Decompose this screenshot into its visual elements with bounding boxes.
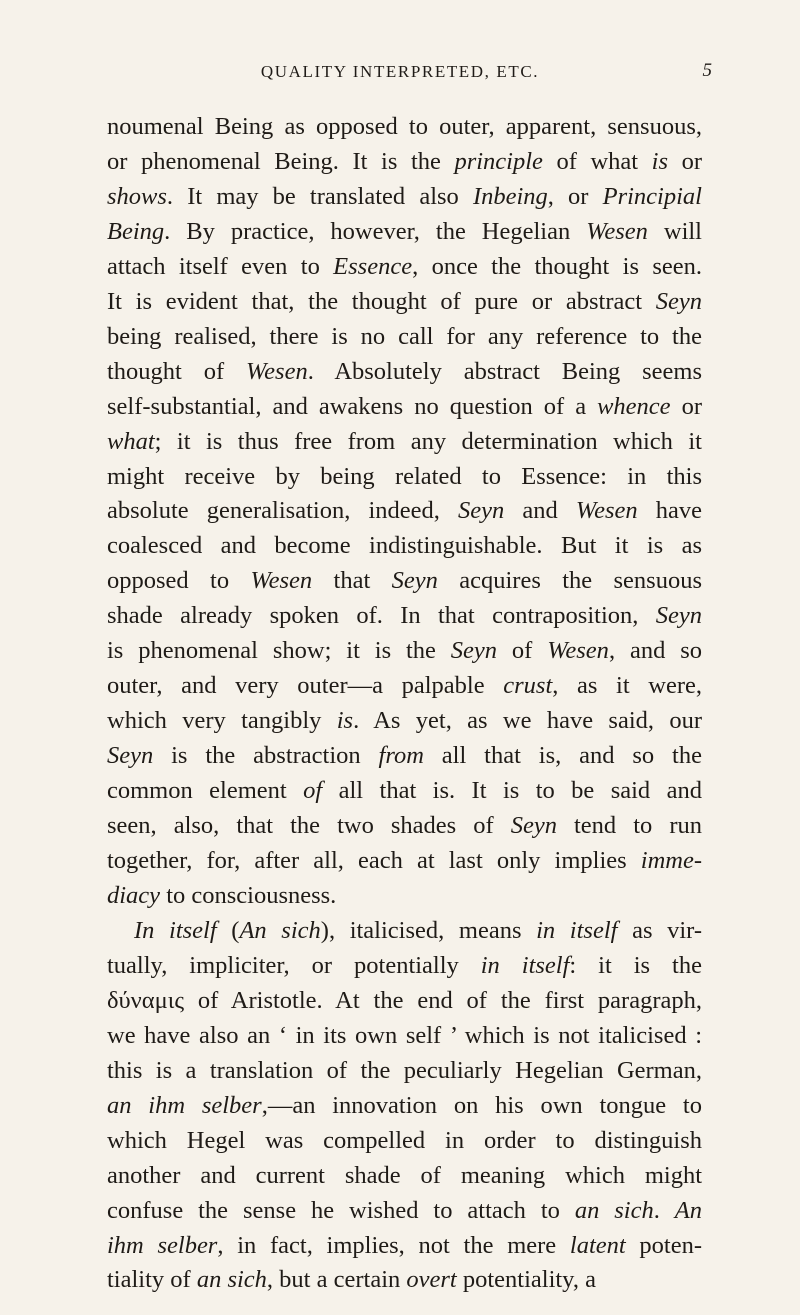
text-line <box>107 250 702 285</box>
text-run: to consciousness. <box>160 881 337 909</box>
text-run: tiality of <box>107 1266 197 1294</box>
italic-text: an sich <box>196 1266 267 1294</box>
text-run: potentiality, a <box>456 1266 596 1294</box>
text-line <box>107 355 702 390</box>
italic-text: Seyn <box>655 602 702 630</box>
text-run: ; it is thus free from any determination which it <box>154 427 702 455</box>
text-line <box>107 1124 702 1159</box>
text-line <box>107 215 702 250</box>
italic-text: Inbeing <box>472 182 548 210</box>
text-run: of what <box>542 147 652 175</box>
text-line <box>107 949 702 984</box>
text-run: : it is the <box>569 951 702 979</box>
text-run: being realised, there is no call for any reference to the <box>107 322 702 350</box>
text-line <box>107 1019 702 1054</box>
text-line <box>107 1054 702 1089</box>
text-run: all that is. It is to be said and <box>322 777 702 805</box>
italic-text: what <box>107 427 155 455</box>
italic-text: Wesen <box>250 567 313 595</box>
text-run: attach itself even to <box>107 252 334 280</box>
text-line <box>107 1159 702 1194</box>
page-header <box>90 58 710 88</box>
text-line <box>107 564 702 599</box>
text-run: will <box>647 217 702 245</box>
italic-text: ihm selber <box>107 1231 218 1259</box>
italic-text: Seyn <box>655 287 702 315</box>
italic-text: Wesen <box>246 357 308 385</box>
italic-text: latent <box>569 1231 626 1259</box>
text-run: ,—an innovation on his own tongue to <box>261 1091 702 1119</box>
italic-text: Wesen <box>586 217 648 245</box>
text-run: that <box>312 567 392 595</box>
text-line <box>107 1229 702 1264</box>
italic-text: crust <box>503 672 553 700</box>
text-line <box>107 844 702 879</box>
text-run: tend to run <box>556 812 702 840</box>
text-run: . By practice, however, the Hegelian <box>164 217 587 245</box>
text-line <box>107 879 702 914</box>
text-line <box>107 494 702 529</box>
italic-text: An sich <box>239 916 321 944</box>
text-run: coalesced and become indistinguishable. But it is as <box>107 532 702 560</box>
text-run: or phenomenal Being. It is the <box>107 147 455 175</box>
text-run: common element <box>107 777 304 805</box>
italic-text: is <box>336 707 354 735</box>
text-run: , but a certain <box>266 1266 407 1294</box>
text-line <box>107 739 702 774</box>
text-run: or <box>668 147 702 175</box>
italic-text: an sich <box>574 1196 654 1224</box>
text-run: confuse the sense he wished to attach to <box>107 1196 575 1224</box>
text-run: or <box>670 392 702 420</box>
text-run: . As yet, as we have said, our <box>353 707 703 735</box>
italic-text: diacy <box>107 881 161 909</box>
text-run: all that is, and so the <box>423 742 702 770</box>
italic-text: from <box>378 742 424 770</box>
text-run: this is a translation of the peculiarly Hegelian German, <box>107 1056 702 1084</box>
text-run: , as it were, <box>552 672 703 700</box>
running-title: QUALITY INTERPRETED, ETC. <box>260 62 540 81</box>
italic-text: whence <box>597 392 671 420</box>
text-run: thought of <box>107 357 246 385</box>
text-run: might receive by being related to Essence: in this <box>107 462 702 490</box>
italic-text: Seyn <box>458 497 505 525</box>
text-run: is the abstraction <box>153 742 379 770</box>
text-run: . It may be translated also <box>166 182 473 210</box>
text-run: , in fact, implies, not the mere <box>217 1231 570 1259</box>
text-run: together, for, after all, each at last only implies <box>107 847 641 875</box>
text-run: opposed to <box>107 567 251 595</box>
text-run: we have also an ‘ in its own self ’ which is not italicised : <box>107 1021 702 1049</box>
italic-text: imme- <box>640 847 702 875</box>
text-line <box>107 425 702 460</box>
italic-text: an ihm selber <box>107 1091 262 1119</box>
text-run: which Hegel was compelled in order to distinguish <box>107 1126 702 1154</box>
text-run: , or <box>547 182 603 210</box>
italic-text: Principial <box>602 182 702 210</box>
italic-text: Seyn <box>391 567 438 595</box>
text-run: , once the thought is seen. <box>412 252 702 280</box>
italic-text: in itself <box>480 951 570 979</box>
text-run: which very tangibly <box>107 707 337 735</box>
text-run: acquires the sensuous <box>437 567 702 595</box>
text-run: ( <box>216 916 240 944</box>
italic-text: in itself <box>536 916 618 944</box>
text-run: is phenomenal show; it is the <box>107 637 451 665</box>
text-run: self-substantial, and awakens no question of a <box>107 392 598 420</box>
italic-text: Being <box>107 217 165 245</box>
text-run: . Absolutely abstract Being seems <box>307 357 703 385</box>
italic-text: An <box>674 1196 702 1224</box>
text-run: shade already spoken of. In that contraposition, <box>107 602 656 630</box>
text-line <box>107 1089 702 1124</box>
text-line <box>107 704 702 739</box>
text-run: another and current shade of meaning which might <box>107 1161 702 1189</box>
text-line <box>107 285 702 320</box>
italic-text: In itself <box>134 916 217 944</box>
text-run: have <box>637 497 703 525</box>
text-run: . <box>653 1196 675 1224</box>
text-line <box>107 634 702 669</box>
text-run: noumenal Being as opposed to outer, apparent, sensuous, <box>107 113 702 140</box>
text-line <box>107 110 702 145</box>
text-run: , and so <box>608 637 702 665</box>
text-run: absolute generalisation, indeed, <box>107 497 459 525</box>
text-line <box>107 914 702 949</box>
italic-text: Wesen <box>547 637 609 665</box>
text-line <box>107 809 702 844</box>
text-line <box>107 669 702 704</box>
text-line <box>107 1263 702 1298</box>
text-line <box>107 460 702 495</box>
text-run: δύναμις of Aristotle. At the end of the first paragraph, <box>107 986 702 1014</box>
body-text <box>107 110 702 1298</box>
text-line <box>107 984 702 1019</box>
text-run: poten- <box>625 1231 703 1259</box>
italic-text: shows <box>107 182 167 210</box>
text-run: It is evident that, the thought of pure or abstract <box>107 287 656 315</box>
text-run: of <box>497 637 548 665</box>
italic-text: Seyn <box>450 637 498 665</box>
text-run: tually, impliciter, or potentially <box>107 951 481 979</box>
italic-text: Seyn <box>107 742 154 770</box>
italic-text: is <box>651 147 669 175</box>
text-run: and <box>504 497 576 525</box>
text-line <box>107 529 702 564</box>
text-run: seen, also, that the two shades of <box>107 812 511 840</box>
page-number: 5 <box>702 60 712 81</box>
italic-text: of <box>303 777 323 805</box>
italic-text: principle <box>454 147 543 175</box>
text-run: as vir- <box>617 916 702 944</box>
italic-text: Essence <box>333 252 413 280</box>
text-line <box>107 774 702 809</box>
italic-text: overt <box>406 1266 457 1294</box>
text-run: ), italicised, means <box>320 916 537 944</box>
italic-text: Seyn <box>510 812 557 840</box>
text-run: outer, and very outer—a palpable <box>107 672 504 700</box>
text-line <box>107 180 702 215</box>
italic-text: Wesen <box>575 497 638 525</box>
text-line <box>107 599 702 634</box>
text-line <box>107 390 702 425</box>
text-line <box>107 320 702 355</box>
text-line <box>107 145 702 180</box>
text-line <box>107 1194 702 1229</box>
